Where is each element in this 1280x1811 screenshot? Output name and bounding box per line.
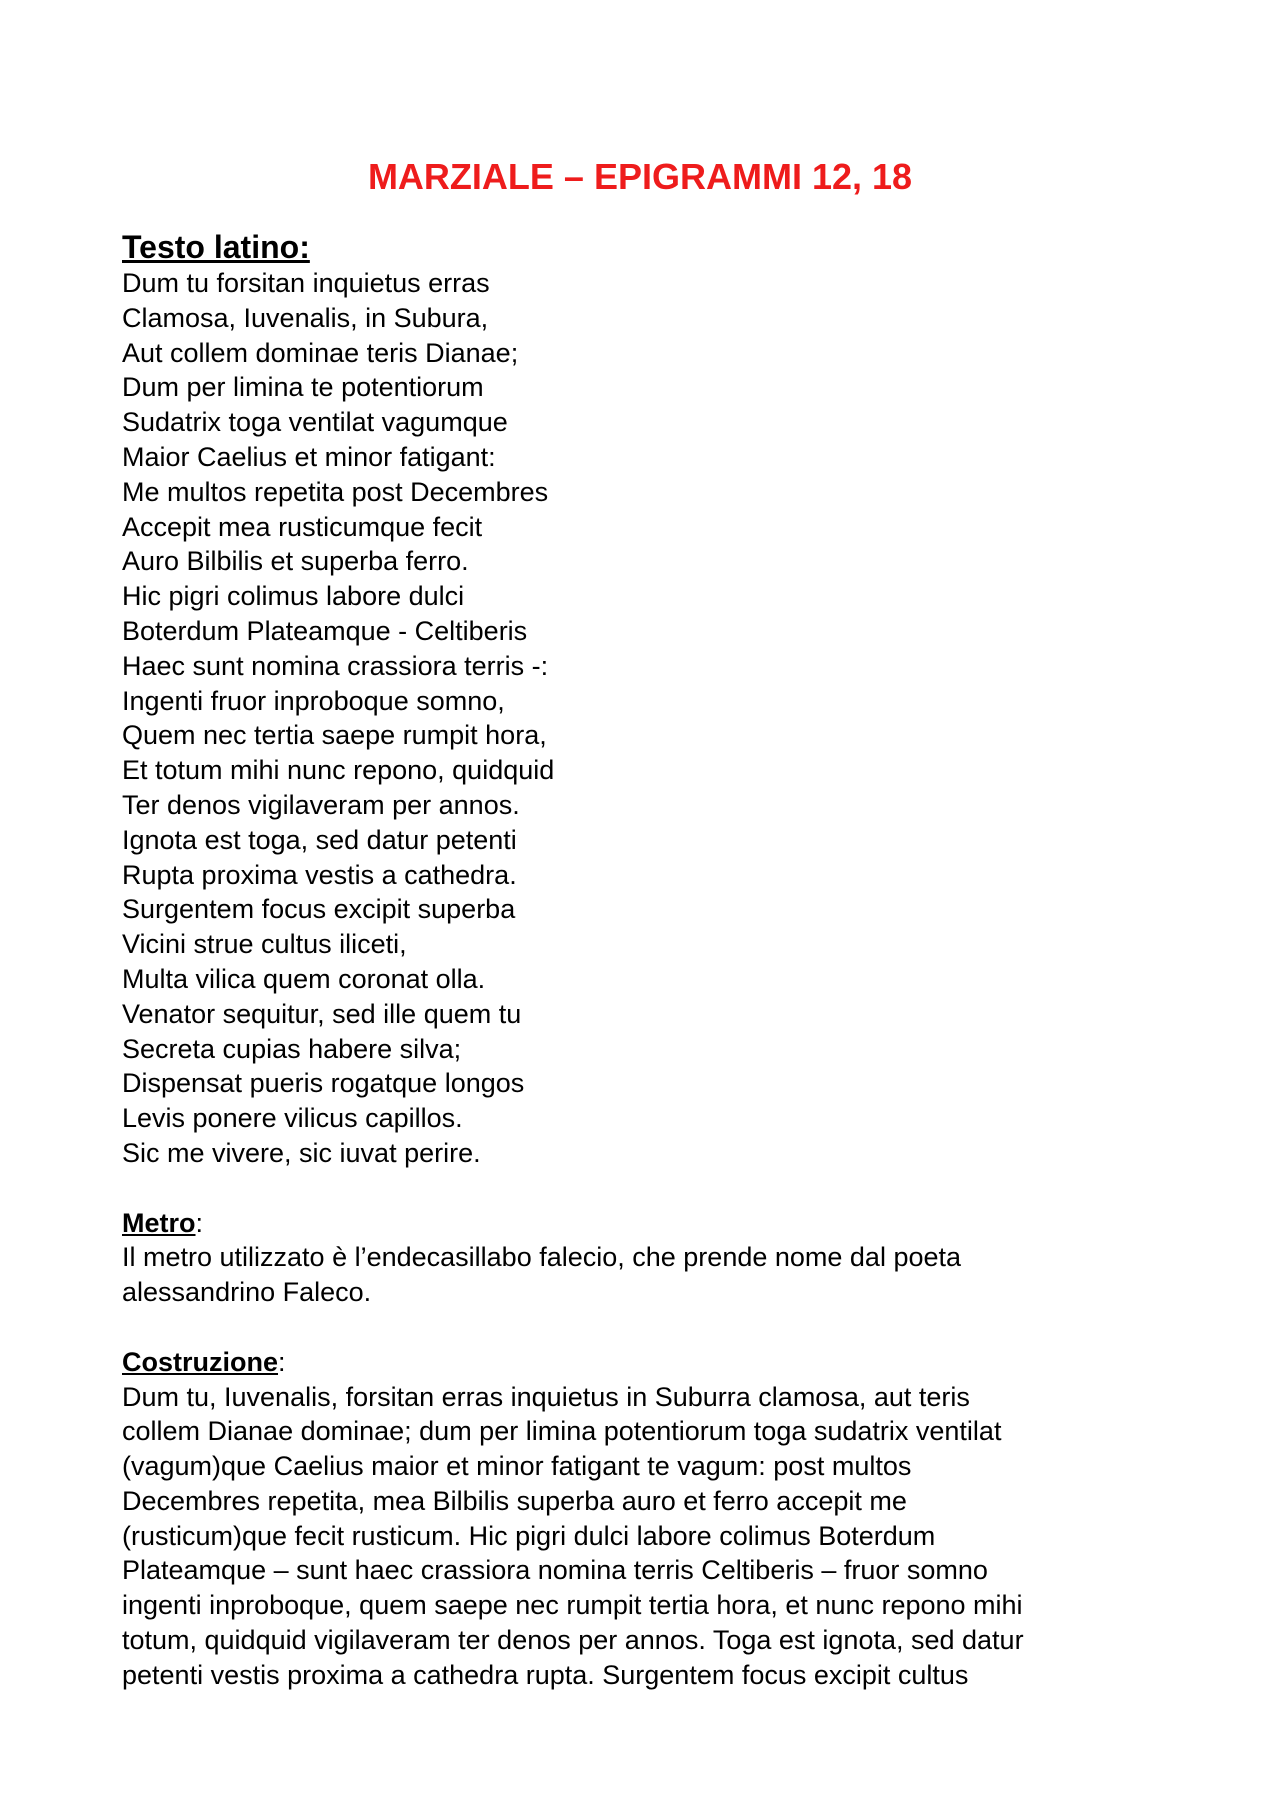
verse-line: Dum per limina te potentiorum (122, 372, 484, 403)
verse-line: Dispensat pueris rogatque longos (122, 1068, 525, 1099)
verse-line: Ingenti fruor inproboque somno, (122, 685, 505, 716)
metro-heading: Metro (122, 1207, 196, 1238)
verse-line: Haec sunt nomina crassiora terris -: (122, 650, 549, 681)
costruzione-text (122, 1380, 1162, 1693)
text-line: alessandrino Faleco. (122, 1277, 372, 1308)
verse-line: Maior Caelius et minor fatigant: (122, 441, 496, 472)
metro-section (122, 1206, 1162, 1310)
text-line: totum, quidquid vigilaveram ter denos per annos. Toga est ignota, sed datur (122, 1625, 1024, 1656)
verse-line: Multa vilica quem coronat olla. (122, 963, 486, 994)
text-line: Dum tu, Iuvenalis, forsitan erras inquietus in Suburra clamosa, aut teris (122, 1381, 970, 1412)
latin-heading: Testo latino: (122, 229, 310, 265)
text-line: (vagum)que Caelius maior et minor fatigant te vagum: post multos (122, 1451, 912, 1482)
verse-line: Rupta proxima vestis a cathedra. (122, 859, 517, 890)
verse-line: Secreta cupias habere silva; (122, 1033, 462, 1064)
costruzione-colon: : (278, 1346, 286, 1377)
text-line: collem Dianae dominae; dum per limina potentiorum toga sudatrix ventilat (122, 1416, 1002, 1447)
verse-line: Venator sequitur, sed ille quem tu (122, 998, 522, 1029)
text-line: Il metro utilizzato è l’endecasillabo falecio, che prende nome dal poeta (122, 1242, 962, 1273)
verse-line: Ter denos vigilaveram per annos. (122, 789, 520, 820)
verse-line: Quem nec tertia saepe rumpit hora, (122, 720, 547, 751)
verse-line: Et totum mihi nunc repono, quidquid (122, 755, 555, 786)
verse-line: Dum tu forsitan inquietus erras (122, 268, 490, 298)
verse-line: Boterdum Plateamque - Celtiberis (122, 615, 528, 646)
verse-line: Hic pigri colimus labore dulci (122, 581, 465, 612)
text-line: (rusticum)que fecit rusticum. Hic pigri dulci labore colimus Boterdum (122, 1520, 936, 1551)
metro-text (122, 1240, 1162, 1310)
verse-line: Clamosa, Iuvenalis, in Subura, (122, 302, 489, 333)
text-line: Plateamque – sunt haec crassiora nomina terris Celtiberis – fruor somno (122, 1555, 988, 1586)
page-title: MARZIALE – EPIGRAMMI 12, 18 (367, 156, 913, 197)
verse-line: Sudatrix toga ventilat vagumque (122, 407, 508, 438)
verse-line: Aut collem dominae teris Dianae; (122, 337, 519, 368)
verse-line: Levis ponere vilicus capillos. (122, 1103, 463, 1134)
verse-line: Sic me vivere, sic iuvat perire. (122, 1137, 481, 1168)
text-line: Decembres repetita, mea Bilbilis superba auro et ferro accepit me (122, 1485, 907, 1516)
latin-verses (122, 266, 1162, 1171)
verse-line: Accepit mea rusticumque fecit (122, 511, 483, 542)
verse-line: Vicini strue cultus iliceti, (122, 929, 407, 960)
spacer (122, 1171, 1162, 1206)
latin-section (122, 228, 1162, 1171)
metro-heading-line (122, 1206, 1162, 1241)
costruzione-heading-line (122, 1345, 1162, 1380)
verse-line: Surgentem focus excipit superba (122, 894, 516, 925)
document-body (122, 228, 1162, 1693)
text-line: petenti vestis proxima a cathedra rupta. Surgentem focus excipit cultus (122, 1659, 969, 1690)
verse-line: Ignota est toga, sed datur petenti (122, 824, 517, 855)
verse-line: Me multos repetita post Decembres (122, 476, 549, 507)
costruzione-heading: Costruzione (122, 1346, 279, 1377)
metro-colon: : (195, 1207, 204, 1238)
costruzione-section (122, 1345, 1162, 1693)
verse-line: Auro Bilbilis et superba ferro. (122, 546, 469, 577)
text-line: ingenti inproboque, quem saepe nec rumpit tertia hora, et nunc repono mihi (122, 1590, 1023, 1621)
spacer (122, 1310, 1162, 1345)
